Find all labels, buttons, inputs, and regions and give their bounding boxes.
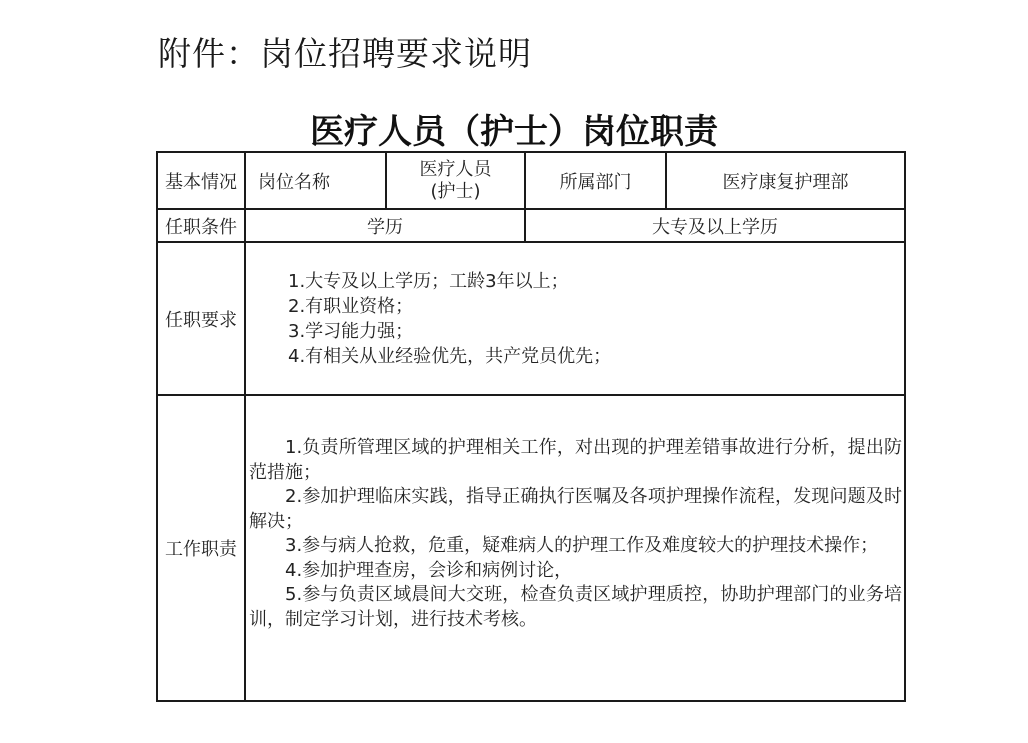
attachment-title: 附件：岗位招聘要求说明 (158, 34, 532, 73)
department-label: 所属部门 (525, 152, 666, 209)
requirements-list (288, 243, 904, 369)
duty-item: 5.参与负责区域晨间大交班，检查负责区域护理质控，协助护理部门的业务培训，制定学习计划，进行技术考核。 (249, 584, 902, 630)
document-title: 医疗人员（护士）岗位职责 (310, 112, 718, 152)
requirement-item: 3.学习能力强； (288, 321, 414, 342)
duties-row (157, 395, 905, 701)
basic-info-row (157, 152, 905, 209)
duty-item: 4.参加护理查房，会诊和病例讨论， (285, 559, 573, 581)
duty-item: 3.参与病人抢救，危重，疑难病人的护理工作及难度较大的护理技术操作； (285, 535, 879, 556)
requirements-cell (245, 242, 905, 395)
education-value: 大专及以上学历 (525, 209, 905, 242)
post-name-line1: 医疗人员 (419, 158, 492, 180)
conditions-label: 任职条件 (157, 209, 245, 242)
duties-list (249, 396, 902, 632)
conditions-row (157, 209, 905, 242)
duties-label: 工作职责 (157, 395, 245, 701)
post-name-value (386, 152, 525, 209)
post-name-label: 岗位名称 (245, 152, 386, 209)
requirement-item: 1.大专及以上学历；工龄3年以上； (288, 271, 569, 292)
requirements-label: 任职要求 (157, 242, 245, 395)
post-name-line2: (护士) (430, 180, 481, 202)
requirements-row (157, 242, 905, 395)
basic-info-label: 基本情况 (157, 152, 245, 209)
duties-cell (245, 395, 905, 701)
duty-item: 1.负责所管理区域的护理相关工作，对出现的护理差错事故进行分析，提出防范措施； (249, 437, 902, 483)
requirement-item: 4.有相关从业经验优先，共产党员优先； (288, 346, 612, 367)
education-label: 学历 (245, 209, 525, 242)
department-value: 医疗康复护理部 (666, 152, 905, 209)
duty-item: 2.参加护理临床实践，指导正确执行医嘱及各项护理操作流程，发现问题及时解决； (249, 486, 902, 532)
requirement-item: 2.有职业资格； (288, 296, 414, 317)
job-requirements-table (156, 151, 906, 702)
